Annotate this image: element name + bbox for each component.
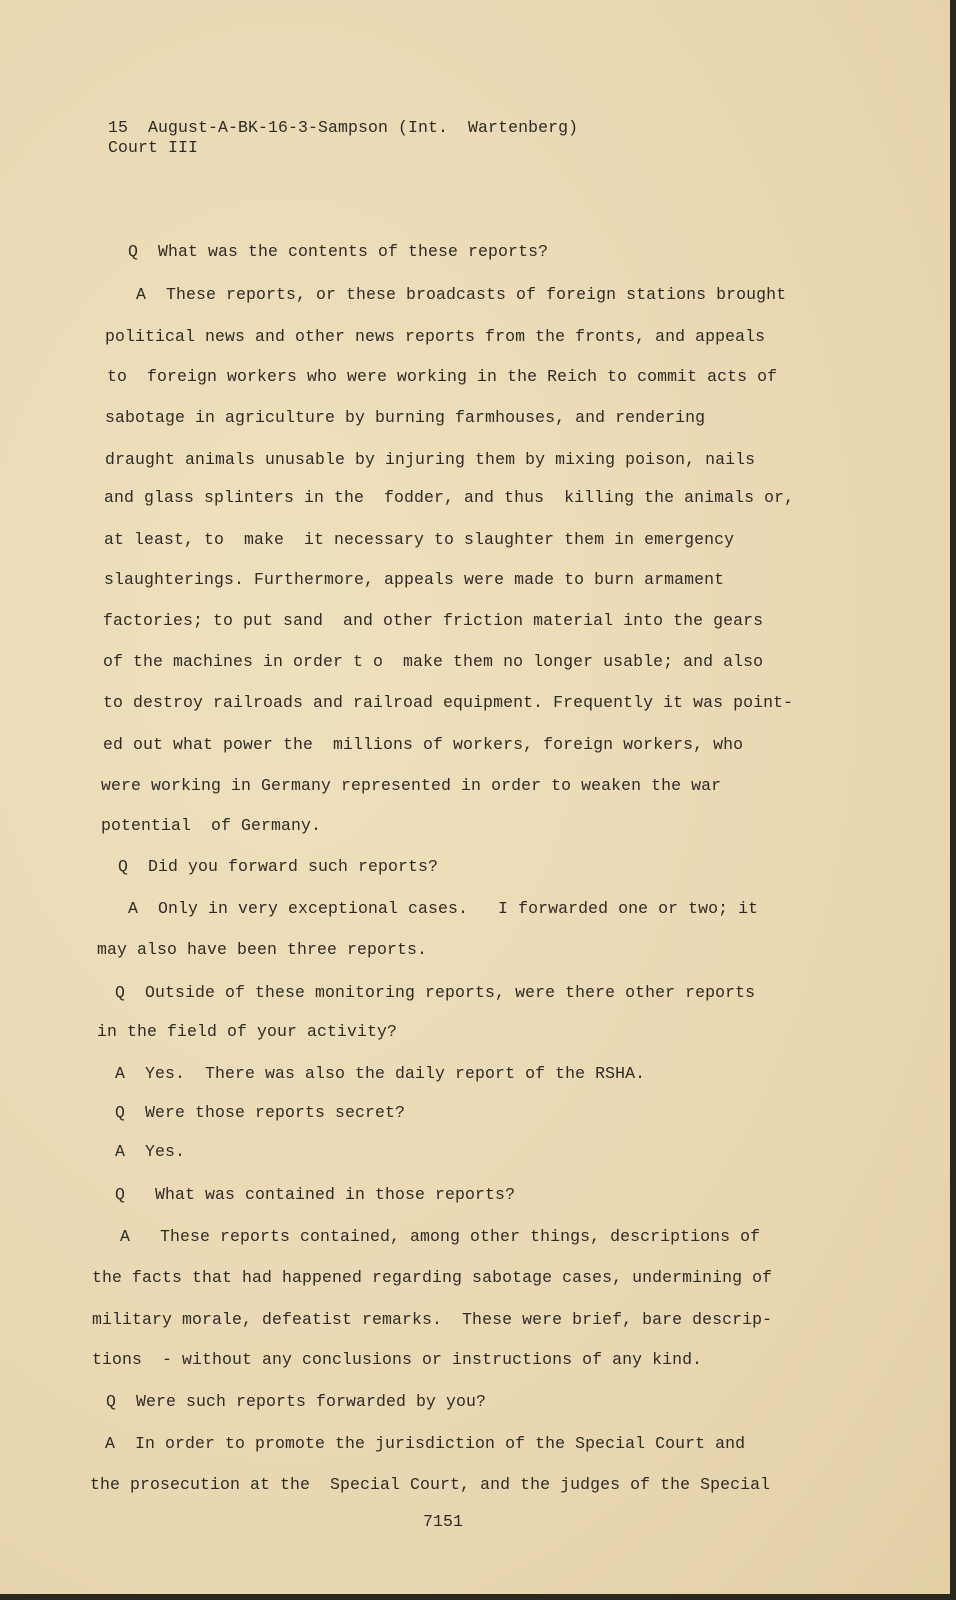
question-line: Q What was contained in those reports?: [115, 1185, 516, 1204]
answer-line: A These reports, or these broadcasts of foreign stations brought: [136, 285, 787, 304]
text-line: ed out what power the millions of workers, foreign workers, who: [103, 735, 744, 754]
text-line: sabotage in agriculture by burning farmhouses, and rendering: [105, 408, 706, 427]
text-line: military morale, defeatist remarks. These were brief, bare descrip-: [92, 1310, 773, 1329]
text-line: may also have been three reports.: [97, 940, 428, 959]
question-line: Q Were those reports secret?: [115, 1103, 406, 1122]
text-line: were working in Germany represented in order to weaken the war: [101, 776, 722, 795]
question-line: Q Did you forward such reports?: [118, 857, 439, 876]
text-line: the prosecution at the Special Court, and the judges of the Special: [90, 1475, 771, 1494]
text-line: to foreign workers who were working in the Reich to commit acts of: [107, 367, 778, 386]
answer-line: A Yes.: [115, 1142, 186, 1161]
page-number: 7151: [423, 1512, 464, 1531]
answer-line: A Only in very exceptional cases. I forwarded one or two; it: [128, 899, 759, 918]
question-line: Q What was the contents of these reports?: [128, 242, 549, 261]
text-line: at least, to make it necessary to slaughter them in emergency: [104, 530, 735, 549]
text-line: of the machines in order t o make them no longer usable; and also: [103, 652, 764, 671]
question-line: Q Outside of these monitoring reports, were there other reports: [115, 983, 756, 1002]
answer-line: A These reports contained, among other things, descriptions of: [120, 1227, 761, 1246]
text-line: to destroy railroads and railroad equipment. Frequently it was point-: [103, 693, 794, 712]
text-line: factories; to put sand and other friction material into the gears: [103, 611, 764, 630]
answer-line: A Yes. There was also the daily report of the RSHA.: [115, 1064, 646, 1083]
text-line: in the field of your activity?: [97, 1022, 398, 1041]
header-court: Court III: [108, 138, 199, 157]
text-line: the facts that had happened regarding sabotage cases, undermining of: [92, 1268, 773, 1287]
answer-line: A In order to promote the jurisdiction of the Special Court and: [105, 1434, 746, 1453]
text-line: political news and other news reports from the fronts, and appeals: [105, 327, 766, 346]
header-line: 15 August-A-BK-16-3-Sampson (Int. Wartenberg): [108, 118, 579, 137]
text-line: draught animals unusable by injuring them by mixing poison, nails: [105, 450, 756, 469]
text-line: tions - without any conclusions or instructions of any kind.: [92, 1350, 703, 1369]
text-line: and glass splinters in the fodder, and thus killing the animals or,: [104, 488, 795, 507]
question-line: Q Were such reports forwarded by you?: [106, 1392, 487, 1411]
text-line: slaughterings. Furthermore, appeals were made to burn armament: [104, 570, 725, 589]
text-line: potential of Germany.: [101, 816, 322, 835]
